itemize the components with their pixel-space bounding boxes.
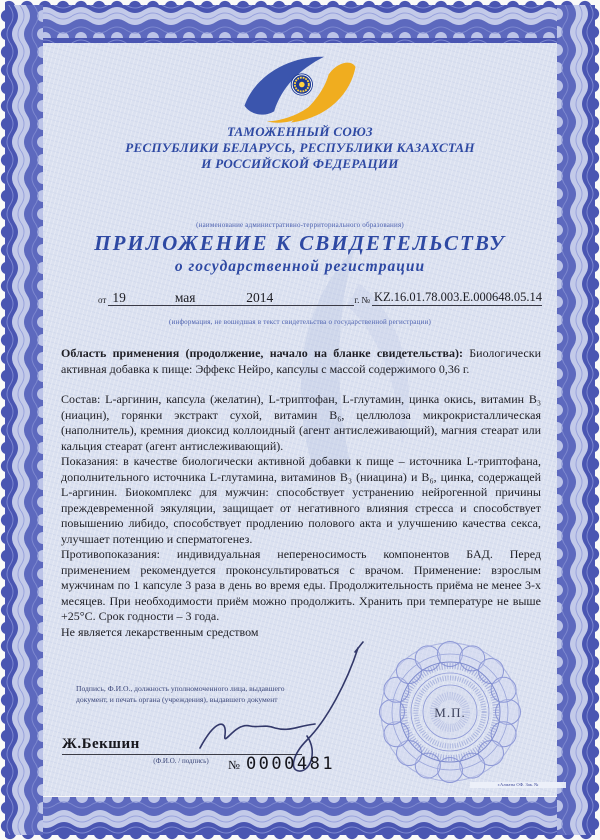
date-month-field: мая [152,290,218,306]
registration-number-field: KZ.16.01.78.003.Е.000648.05.14 [373,290,542,304]
application-scope-text: Биологически активная добавка к пище: Эффекс Нейро, капсулы с массой содержимого 0,36 г. [61,346,542,376]
date-day-field: 19 [108,290,152,306]
signature-stroke-icon [195,640,395,800]
round-seal-icon [374,636,526,788]
date-blank-field [302,305,355,306]
contraindications-paragraph: Противопоказания: индивидуальная непереносимость компонентов БАД. Перед применением рекомендуется проконсультироваться с врачом. Применение: взрослым мужчинам по 1 капсуле 3 раза в день во время еды. Продолжительность приёма не менее 3-х месяцев. При необходимости приём можно продолжить. Хранить при температуре не выше +25°С. Срок годности – 3 года. [61,547,541,623]
disclaimer-text: Не является лекарственным средством [61,624,259,639]
date-prefix-label: от [98,295,107,305]
page-subtitle: о государственной регистрации [174,258,426,275]
eurasec-emblem-icon [229,54,371,128]
date-number-row [98,290,542,306]
application-scope-paragraph [61,346,541,377]
year-suffix-label: г. [354,295,360,305]
signature-name-caption: (Ф.И.О. / подпись) [153,757,209,765]
composition-paragraph: Состав: L-аргинин, капсула (желатин), L-триптофан, L-глутамин, цинка окись, витамин В₃ (ниацин), горянки экстракт сухой, витамин В₆, целлюлоза микрокристаллическая (наполнитель), кремния диоксид коллоидный (агент антислеживающий), магния стеарат или кальция стеарат (агент антислеживающий). [61,392,541,453]
signature-caption: Подпись, Ф.И.О., должность уполномоченного лица, выдавшего документ, и печать органа (учреждения), выдавшего документ [76,684,285,704]
header-line-2: РЕСПУБЛИКИ БЕЛАРУСЬ, РЕСПУБЛИКИ КАЗАХСТАН [125,140,475,155]
serial-number [228,754,335,774]
org-caption: (наименование административно-территориального образования) [196,221,404,229]
header-line-3: И РОССИЙСКОЙ ФЕДЕРАЦИИ [201,156,399,171]
info-caption: (информация, не вошедшая в текст свидетельства о государственной регистрации) [169,318,431,326]
serial-digits: 0000481 [245,754,336,774]
header-block [43,124,557,172]
number-sign-label: № [361,295,370,305]
header-line-1: ТАМОЖЕННЫЙ СОЮЗ [227,124,373,139]
stamp-label: М.П. [434,705,466,720]
printer-mark: г.Алматы ОФ. Зак. № [470,782,566,788]
application-scope-heading: Область применения (продолжение, начало на бланке свидетельства): [61,346,463,360]
page-title: ПРИЛОЖЕНИЕ К СВИДЕТЕЛЬСТВУ [94,231,506,255]
body-text [61,346,541,640]
serial-sign: № [228,758,240,772]
date-year-field: 2014 [218,290,302,306]
signature-name: Ж.Бекшин [62,736,140,752]
indications-paragraph: Показания: в качестве биологически активной добавки к пище – источника L-триптофана, дополнительного источника L-глутамина, витаминов В₃ (ниацина) и В₆, цинка, содержащей L-аргинин. Биокомплекс для мужчин: способствует устранению нейрогенной причины преждевременной эякуляции, защищает от негативного влияния стресса и способствует повышению либидо, способствует продлению полового акта и улучшению качества секса, улучшает потенцию и сперматогенез. [61,454,541,546]
